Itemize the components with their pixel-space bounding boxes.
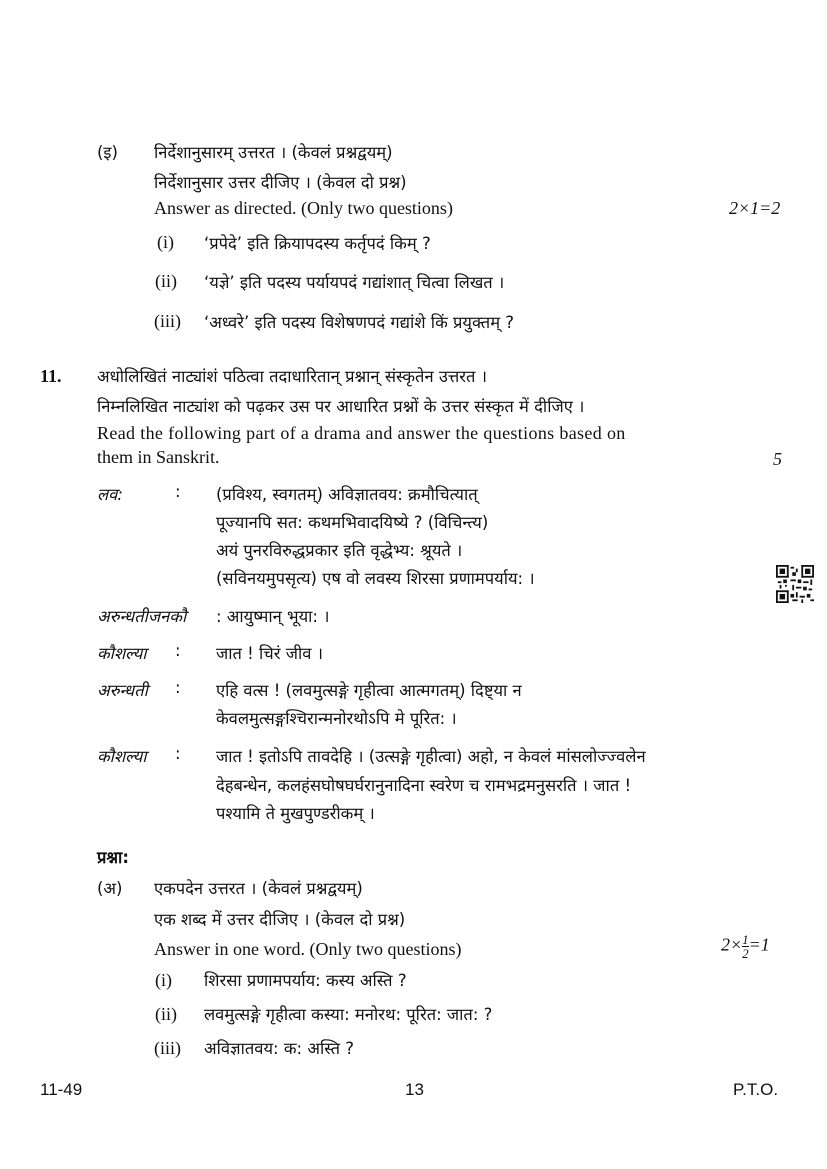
item-number: (i): [155, 970, 172, 990]
paper-code: 11-49: [40, 1080, 83, 1099]
speaker-kaushalya: कौशल्या: [97, 747, 147, 766]
subsection-label: (अ): [97, 879, 123, 898]
instruction-hindi: निर्देशानुसार उत्तर दीजिए । (केवल दो प्रश्न): [154, 173, 407, 192]
dialogue-line: जात ! चिरं जीव ।: [216, 644, 323, 663]
instruction-sanskrit: निर्देशानुसारम् उत्तरत । (केवलं प्रश्नद्वयम्): [154, 143, 393, 162]
item-number: (ii): [155, 1004, 177, 1024]
qr-code-icon: [776, 565, 814, 603]
question-instruction-english-cont: them in Sanskrit.: [97, 447, 220, 467]
item-number: (iii): [154, 311, 181, 331]
marks: 5: [773, 449, 782, 469]
marks-prefix: 2×: [721, 934, 743, 955]
question-item: अविज्ञातवय: क: अस्ति ?: [204, 1039, 355, 1058]
speaker-colon: :: [175, 482, 181, 501]
instruction-english: Answer as directed. (Only two questions): [154, 198, 453, 218]
dialogue-line: जात ! इतोऽपि तावदेहि । (उत्सङ्गे गृहीत्वा) अहो, न केवलं मांसलोज्ज्वलेन: [216, 747, 646, 766]
questions-heading: प्रश्ना:: [97, 848, 129, 867]
speaker-colon: :: [175, 744, 181, 763]
marks: 2×1=2: [729, 198, 781, 218]
dialogue-line: एहि वत्स ! (लवमुत्सङ्गे गृहीत्वा आत्मगतम्) दिष्ट्या न: [216, 681, 522, 700]
instruction-english: Answer in one word. (Only two questions): [154, 939, 462, 959]
speaker-colon: :: [175, 678, 181, 697]
dialogue-line: पूज्यानपि सत: कथमभिवादयिष्ये ? (विचिन्त्य): [216, 513, 489, 532]
pto-label: P.T.O.: [733, 1080, 779, 1099]
dialogue-line: देहबन्धेन, कलहंसघोषघर्घरानुनादिना स्वरेण च रामभद्रमनुसरति । जात !: [216, 776, 632, 795]
fraction-denominator: 2: [742, 946, 749, 961]
speaker-colon: :: [175, 641, 181, 660]
dialogue-line: अयं पुनरविरुद्धप्रकार इति वृद्धेभ्य: श्रूयते ।: [216, 541, 463, 560]
question-instruction-sanskrit: अधोलिखितं नाट्यांशं पठित्वा तदाधारितान् प्रश्नान् संस्कृतेन उत्तरत ।: [97, 367, 487, 386]
instruction-hindi: एक शब्द में उत्तर दीजिए । (केवल दो प्रश्न): [154, 910, 406, 929]
item-number: (ii): [155, 271, 177, 291]
question-item: शिरसा प्रणामपर्याय: कस्य अस्ति ?: [204, 971, 407, 990]
dialogue-line: (प्रविश्य, स्वगतम्) अविज्ञातवय: क्रमौचित्यात्: [216, 485, 478, 504]
question-instruction-hindi: निम्नलिखित नाट्यांश को पढ़कर उस पर आधारित प्रश्नों के उत्तर संस्कृत में दीजिए ।: [97, 397, 585, 416]
dialogue-line: : आयुष्मान् भूया: ।: [216, 607, 330, 626]
dialogue-line: केवलमुत्सङ्गश्चिरान्मनोरथोऽपि मे पूरित: ।: [216, 709, 457, 728]
question-item: ‘यज्ञे’ इति पदस्य पर्यायपदं गद्यांशात् चित्वा लिखत ।: [204, 273, 505, 292]
question-instruction-english: Read the following part of a drama and answer the questions based on: [97, 423, 626, 443]
item-number: (i): [157, 232, 174, 252]
speaker-arundhati-janakau: अरुन्धतीजनकौ: [97, 607, 187, 626]
question-item: लवमुत्सङ्गे गृहीत्वा कस्या: मनोरथ: पूरित: जात: ?: [204, 1005, 493, 1024]
instruction-sanskrit: एकपदेन उत्तरत । (केवलं प्रश्नद्वयम्): [154, 879, 363, 898]
speaker-kaushalya: कौशल्या: [97, 644, 147, 663]
question-item: ‘प्रपेदे’ इति क्रियापदस्य कर्तृपदं किम् ?: [204, 234, 431, 253]
dialogue-line: (सविनयमुपसृत्य) एष वो लवस्य शिरसा प्रणामपर्याय: ।: [216, 569, 535, 588]
question-number: 11.: [40, 366, 62, 386]
page-number: 13: [405, 1080, 424, 1099]
marks-suffix: =1: [748, 934, 770, 955]
dialogue-line: पश्यामि ते मुखपुण्डरीकम् ।: [216, 804, 375, 823]
fraction-numerator: 1: [742, 932, 749, 947]
item-number: (iii): [154, 1038, 181, 1058]
speaker-arundhati: अरुन्धती: [97, 681, 148, 700]
speaker-lava: लव:: [97, 485, 123, 504]
subsection-label: (इ): [97, 143, 118, 162]
question-item: ‘अध्वरे’ इति पदस्य विशेषणपदं गद्यांशे किं प्रयुक्तम् ?: [204, 313, 515, 332]
marks: [721, 933, 770, 960]
